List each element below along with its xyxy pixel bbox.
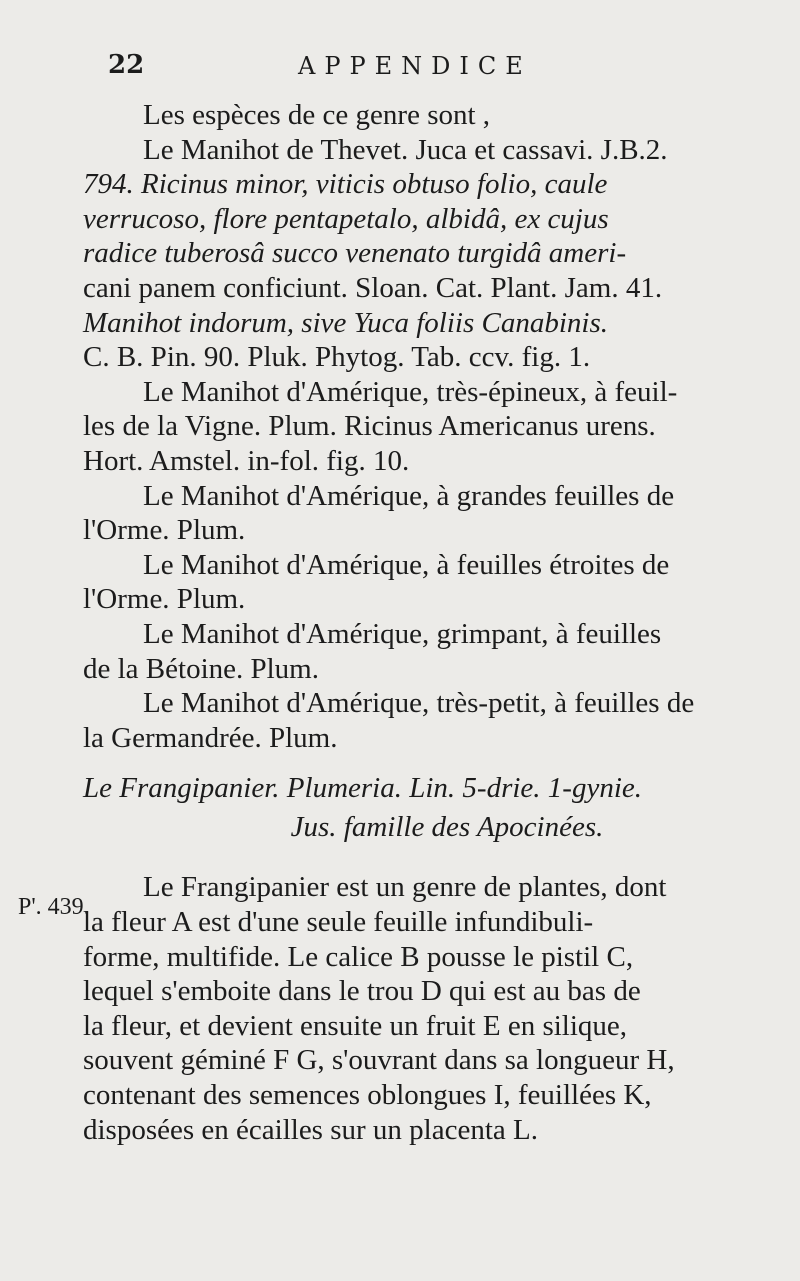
plate-reference: P'. 439. xyxy=(18,894,90,920)
paragraph-grandes-feuilles xyxy=(83,479,781,548)
paragraph-feuilles-etroites xyxy=(83,548,781,617)
text-line: Les espèces de ce genre sont , xyxy=(143,99,491,131)
text-line: cani panem conficiunt. Sloan. Cat. Plant. Jam. 41. xyxy=(83,271,663,304)
text-line: Le Manihot d'Amérique, très-épineux, à feuil- xyxy=(143,375,678,408)
text-line: la fleur A est d'une seule feuille infundibuli- xyxy=(83,906,594,939)
text-line: de la Bétoine. Plum. xyxy=(83,652,319,685)
paragraph-thevet xyxy=(83,133,781,375)
paragraph-grimpant xyxy=(83,617,781,686)
text-line: Hort. Amstel. in-fol. fig. 10. xyxy=(83,444,410,477)
text-line: C. B. Pin. 90. Pluk. Phytog. Tab. ccv. fig. 1. xyxy=(83,341,591,374)
text-line: l'Orme. Plum. xyxy=(83,583,246,616)
text-line: 794. Ricinus minor, viticis obtuso folio, caule xyxy=(83,168,608,201)
text-line: souvent géminé F G, s'ouvrant dans sa longueur H, xyxy=(83,1044,675,1077)
page-header xyxy=(108,46,618,82)
text-line: Le Manihot d'Amérique, à grandes feuilles de xyxy=(143,479,675,512)
paragraph-epineux xyxy=(83,375,781,479)
body-text xyxy=(83,98,781,1147)
text-line: la Germandrée. Plum. xyxy=(83,721,338,754)
text-line: les de la Vigne. Plum. Ricinus Americanus urens. xyxy=(83,410,656,443)
text-line: radice tuberosâ succo venenato turgidâ ameri- xyxy=(83,237,627,270)
text-line: Le Manihot d'Amérique, très-petit, à feuilles de xyxy=(143,687,695,720)
family-subheading: Jus. famille des Apocinées. xyxy=(290,810,604,843)
text-line: Le Manihot d'Amérique, grimpant, à feuilles xyxy=(143,617,662,650)
page-number: 22 xyxy=(108,50,145,80)
text-line: la fleur, et devient ensuite un fruit E en silique, xyxy=(83,1009,628,1042)
text-line: Manihot indorum, sive Yuca foliis Canabinis. xyxy=(83,306,608,339)
genus-heading: Le Frangipanier. Plumeria. Lin. 5-drie. 1-gynie. xyxy=(83,772,643,805)
text-line: lequel s'emboite dans le trou D qui est au bas de xyxy=(83,975,641,1008)
text-line: disposées en écailles sur un placenta L. xyxy=(83,1113,538,1146)
text-line: Le Frangipanier est un genre de plantes, dont xyxy=(143,871,667,904)
text-line: verrucoso, flore pentapetalo, albidâ, ex cujus xyxy=(83,202,609,235)
paragraph-intro xyxy=(113,98,781,133)
text-line: forme, multifide. Le calice B pousse le pistil C, xyxy=(83,940,634,973)
text-line: contenant des semences oblongues I, feuillées K, xyxy=(83,1079,652,1112)
paragraph-tres-petit xyxy=(83,686,781,755)
text-line: Le Manihot d'Amérique, à feuilles étroites de xyxy=(143,548,670,581)
paragraph-frangipanier xyxy=(83,870,781,1147)
frangipanier-heading xyxy=(83,771,781,806)
text-line: l'Orme. Plum. xyxy=(83,514,246,547)
text-line: Le Manihot de Thevet. Juca et cassavi. J.B.2. xyxy=(143,133,668,166)
running-head: APPENDICE xyxy=(298,52,532,80)
